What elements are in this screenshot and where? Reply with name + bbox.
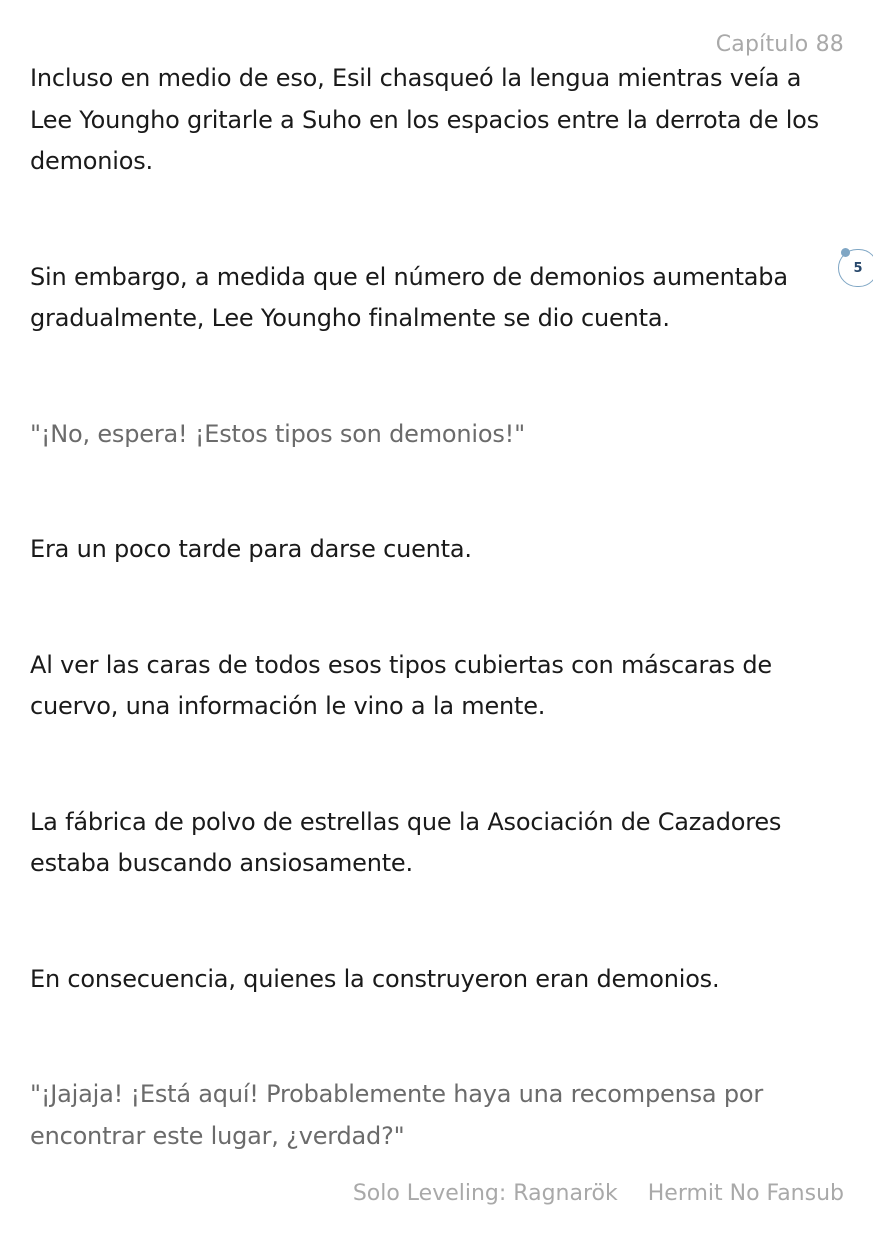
paragraph: La fábrica de polvo de estrellas que la Asociación de Cazadores estaba buscando ansiosamente. — [30, 807, 782, 877]
paragraph: Al ver las caras de todos esos tipos cubiertas con máscaras de cuervo, una información le vino a la mente. — [30, 650, 772, 720]
translator-credit: Hermit No Fansub — [647, 1181, 844, 1206]
chapter-text — [30, 58, 850, 1157]
chapter-label: Capítulo 88 — [715, 32, 844, 57]
footer — [353, 1181, 844, 1206]
dialogue-paragraph: "¡No, espera! ¡Estos tipos son demonios!" — [30, 419, 525, 448]
novel-title: Solo Leveling: Ragnarök — [352, 1181, 618, 1206]
paragraph-comment-button[interactable] — [838, 249, 873, 287]
paragraph: Era un poco tarde para darse cuenta. — [30, 535, 472, 563]
comment-indicator-icon — [841, 248, 850, 257]
dialogue-paragraph: "¡Jajaja! ¡Está aquí! Probablemente haya una recompensa por encontrar este lugar, ¿verdad?" — [30, 1080, 764, 1150]
comment-count: 5 — [853, 260, 863, 276]
paragraph: En consecuencia, quienes la construyeron eran demonios. — [30, 964, 720, 993]
paragraph: Sin embargo, a medida que el número de demonios aumentaba gradualmente, Lee Youngho finalmente se dio cuenta. — [30, 262, 788, 332]
paragraph: Incluso en medio de eso, Esil chasqueó la lengua mientras veía a Lee Youngho gritarle a Suho en los espacios entre la derrota de los demonios. — [30, 64, 819, 175]
